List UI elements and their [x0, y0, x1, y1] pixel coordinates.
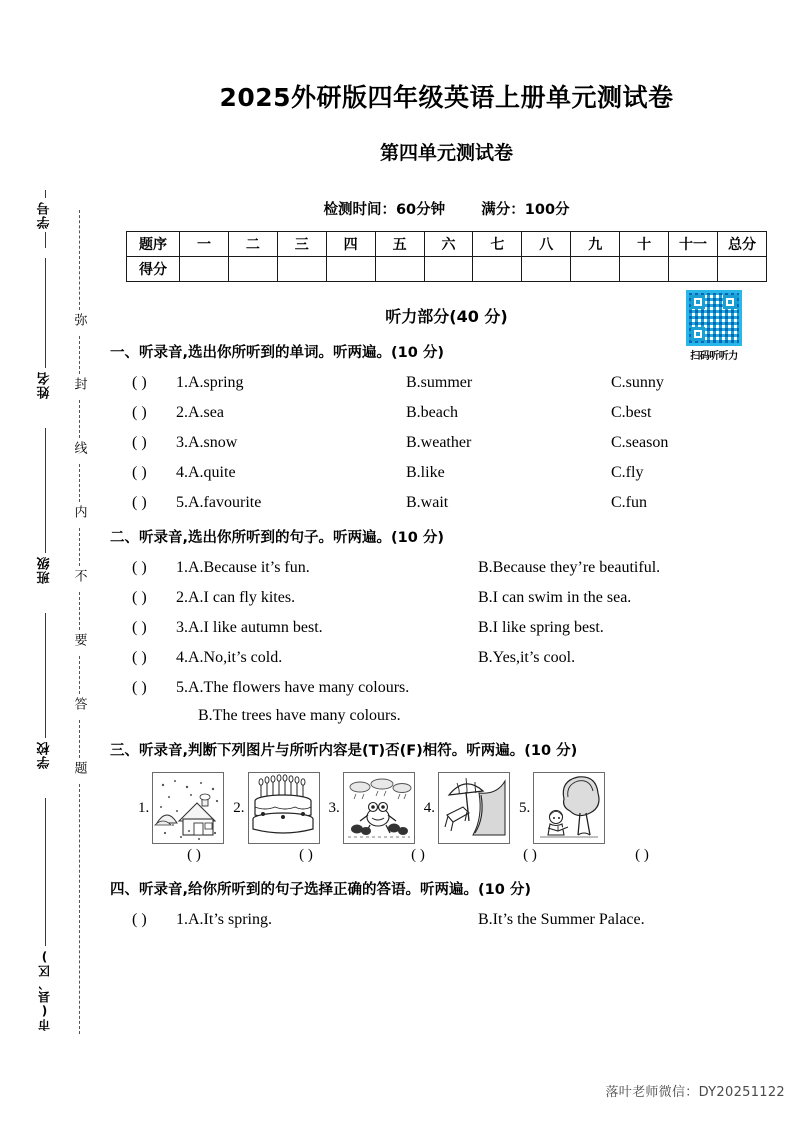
option-b[interactable]: B.beach: [406, 404, 458, 421]
picture-answer-blank[interactable]: ( ): [523, 847, 537, 863]
option-b[interactable]: B.Yes,it’s cool.: [478, 649, 576, 666]
picture-answer-blank[interactable]: ( ): [187, 847, 201, 863]
question-number: 3.: [176, 434, 188, 451]
option-c[interactable]: C.fun: [611, 494, 647, 511]
exam-meta: [100, 198, 793, 219]
picture-cell: [519, 772, 605, 844]
row-label-score: 得分: [127, 257, 180, 282]
picture-snow-house-icon: [152, 772, 224, 844]
seal-margin: [0, 0, 100, 1122]
seal-char-3: 线: [72, 438, 87, 458]
watermark-text: 落叶老师微信：DY20251122: [605, 1085, 785, 1100]
score-cell-total[interactable]: [717, 257, 766, 282]
question-item[interactable]: [110, 404, 793, 422]
qr-finder-top-left: [691, 295, 705, 309]
picture-index: 4.: [423, 799, 435, 816]
section-two-heading: 二、听录音,选出你所听到的句子。听两遍。(10 分): [110, 530, 444, 546]
picture-cell: [329, 772, 415, 844]
option-c[interactable]: C.best: [611, 404, 652, 421]
answer-blank[interactable]: ( ): [132, 559, 147, 576]
answer-blank[interactable]: ( ): [132, 649, 147, 666]
seal-dash: [79, 400, 80, 438]
page-subtitle: 第四单元测试卷: [379, 142, 513, 164]
score-cell-2[interactable]: [228, 257, 277, 282]
exam-total-score: 满分：100分: [481, 202, 570, 218]
question-number: 2.: [176, 589, 188, 606]
score-cell-9[interactable]: [571, 257, 620, 282]
question-number: 3.: [176, 619, 188, 636]
section-one: [100, 341, 793, 512]
section-three-heading: 三、听录音,判断下列图片与所听内容是(T)否(F)相符。听两遍。(10 分): [110, 743, 578, 759]
answer-blank[interactable]: ( ): [132, 619, 147, 636]
answer-blank[interactable]: ( ): [132, 679, 147, 696]
score-cell-5[interactable]: [375, 257, 424, 282]
seal-dash: [79, 592, 80, 630]
seal-label-district: 市(县、区): [38, 946, 53, 1034]
question-number: 1.: [176, 911, 188, 928]
exam-page: [100, 0, 793, 1122]
score-cell-7[interactable]: [473, 257, 522, 282]
option-a[interactable]: A.It’s spring.: [188, 911, 272, 928]
option-c[interactable]: C.fly: [611, 464, 644, 481]
question-number: 5.: [176, 679, 188, 696]
table-row-headers: [127, 232, 767, 257]
seal-label-student-id: 学号: [38, 198, 53, 232]
question-item[interactable]: [110, 464, 793, 482]
seal-column-outer: [28, 0, 62, 1122]
option-a[interactable]: A.favourite: [188, 494, 262, 511]
seal-char-5: 不: [72, 566, 87, 586]
listening-qr-block[interactable]: [680, 290, 748, 362]
answer-blank[interactable]: ( ): [132, 911, 147, 928]
seal-char-8: 题: [72, 758, 87, 778]
page-title: 2025外研版四年级英语上册单元测试卷: [219, 83, 674, 112]
table-row-scores: [127, 257, 767, 282]
question-item[interactable]: [110, 649, 793, 667]
score-cell-1[interactable]: [180, 257, 229, 282]
seal-rule: [45, 428, 46, 553]
seal-char-4: 内: [72, 502, 87, 522]
seal-label-class: 班级: [38, 553, 53, 587]
picture-frog-in-rain-icon: [343, 772, 415, 844]
section-two: [100, 526, 793, 725]
seal-char-6: 要: [72, 630, 87, 650]
col-7: 七: [473, 232, 522, 257]
picture-beach-umbrella-icon: [438, 772, 510, 844]
question-item-continuation[interactable]: [110, 707, 793, 725]
answer-blank[interactable]: ( ): [132, 434, 147, 451]
score-cell-11[interactable]: [669, 257, 718, 282]
picture-row: [110, 772, 793, 844]
qr-finder-bottom-left: [691, 327, 705, 341]
qr-finder-top-right: [723, 295, 737, 309]
seal-column-inner: [62, 0, 96, 1122]
question-item[interactable]: [110, 679, 793, 697]
question-item[interactable]: [110, 559, 793, 577]
seal-label-name: 姓名: [38, 368, 53, 402]
option-b[interactable]: B.The trees have many colours.: [198, 707, 401, 724]
col-11: 十一: [669, 232, 718, 257]
option-b[interactable]: B.wait: [406, 494, 449, 511]
answer-blank[interactable]: ( ): [132, 589, 147, 606]
option-a[interactable]: A.The flowers have many colours.: [188, 679, 410, 696]
picture-answer-blank[interactable]: ( ): [411, 847, 425, 863]
question-item[interactable]: [110, 589, 793, 607]
col-4: 四: [326, 232, 375, 257]
picture-answer-blank[interactable]: ( ): [299, 847, 313, 863]
score-cell-8[interactable]: [522, 257, 571, 282]
option-b[interactable]: B.like: [406, 464, 445, 481]
question-number: 5.: [176, 494, 188, 511]
score-cell-3[interactable]: [277, 257, 326, 282]
question-item[interactable]: [110, 619, 793, 637]
qr-code-icon[interactable]: [686, 290, 742, 346]
col-9: 九: [571, 232, 620, 257]
option-a[interactable]: A.I like autumn best.: [188, 619, 323, 636]
col-2: 二: [228, 232, 277, 257]
score-cell-6[interactable]: [424, 257, 473, 282]
col-1: 一: [180, 232, 229, 257]
answer-blank[interactable]: ( ): [132, 464, 147, 481]
question-number: 1.: [176, 559, 188, 576]
col-total: 总分: [717, 232, 766, 257]
picture-birthday-cake-icon: [248, 772, 320, 844]
seal-dash: [79, 464, 80, 502]
option-a[interactable]: A.quite: [188, 464, 236, 481]
section-four-heading: 四、听录音,给你所听到的句子选择正确的答语。听两遍。(10 分): [110, 882, 531, 898]
answer-blank[interactable]: ( ): [132, 374, 147, 391]
seal-label-school: 学校: [38, 738, 53, 772]
picture-index: 1.: [138, 799, 150, 816]
answer-blank[interactable]: ( ): [132, 494, 147, 511]
option-b[interactable]: B.It’s the Summer Palace.: [478, 911, 645, 928]
seal-dash: [79, 210, 80, 310]
picture-girl-reading-under-tree-icon: [533, 772, 605, 844]
seal-dash: [79, 720, 80, 758]
picture-answer-row: [110, 847, 793, 864]
seal-rule: [45, 258, 46, 368]
option-a[interactable]: A.No,it’s cold.: [188, 649, 283, 666]
option-b[interactable]: B.summer: [406, 374, 473, 391]
row-label-question-no: 题序: [127, 232, 180, 257]
col-10: 十: [620, 232, 669, 257]
question-item[interactable]: [110, 374, 793, 392]
seal-char-7: 答: [72, 694, 87, 714]
seal-dash: [79, 528, 80, 566]
qr-caption: 扫码听听力: [690, 351, 738, 362]
listening-part-title: 听力部分(40 分): [385, 307, 508, 326]
option-b[interactable]: B.weather: [406, 434, 472, 451]
option-b[interactable]: B.I like spring best.: [478, 619, 604, 636]
question-item[interactable]: [110, 434, 793, 452]
seal-char-2: 封: [72, 374, 87, 394]
option-b[interactable]: B.I can swim in the sea.: [478, 589, 632, 606]
question-item[interactable]: [110, 494, 793, 512]
option-a[interactable]: A.sea: [188, 404, 224, 421]
question-number: 2.: [176, 404, 188, 421]
seal-dash: [79, 336, 80, 374]
option-c[interactable]: C.season: [611, 434, 669, 451]
question-number: 4.: [176, 649, 188, 666]
picture-cell: [424, 772, 510, 844]
question-item[interactable]: [110, 911, 793, 929]
exam-duration: 检测时间：60分钟: [323, 202, 446, 218]
score-cell-4[interactable]: [326, 257, 375, 282]
answer-blank[interactable]: ( ): [132, 404, 147, 421]
picture-index: 5.: [519, 799, 531, 816]
col-3: 三: [277, 232, 326, 257]
col-5: 五: [375, 232, 424, 257]
col-6: 六: [424, 232, 473, 257]
col-8: 八: [522, 232, 571, 257]
seal-char-1: 弥: [72, 310, 87, 330]
score-cell-10[interactable]: [620, 257, 669, 282]
section-four: [100, 878, 793, 929]
option-a[interactable]: A.snow: [188, 434, 238, 451]
seal-dash: [79, 656, 80, 694]
seal-rule: [45, 798, 46, 946]
section-one-heading: 一、听录音,选出你所听到的单词。听两遍。(10 分): [110, 345, 444, 361]
picture-cell: [138, 772, 224, 844]
section-three: [100, 739, 793, 864]
option-b[interactable]: B.Because they’re beautiful.: [478, 559, 661, 576]
option-a[interactable]: A.spring: [188, 374, 244, 391]
picture-cell: [233, 772, 319, 844]
seal-dash: [79, 784, 80, 1034]
question-number: 1.: [176, 374, 188, 391]
picture-answer-blank[interactable]: ( ): [635, 847, 649, 863]
option-a[interactable]: A.I can fly kites.: [188, 589, 296, 606]
picture-index: 3.: [328, 799, 340, 816]
picture-index: 2.: [233, 799, 245, 816]
option-a[interactable]: A.Because it’s fun.: [188, 559, 310, 576]
question-number: 4.: [176, 464, 188, 481]
option-c[interactable]: C.sunny: [611, 374, 664, 391]
score-table: [126, 231, 767, 282]
seal-rule: [45, 613, 46, 738]
